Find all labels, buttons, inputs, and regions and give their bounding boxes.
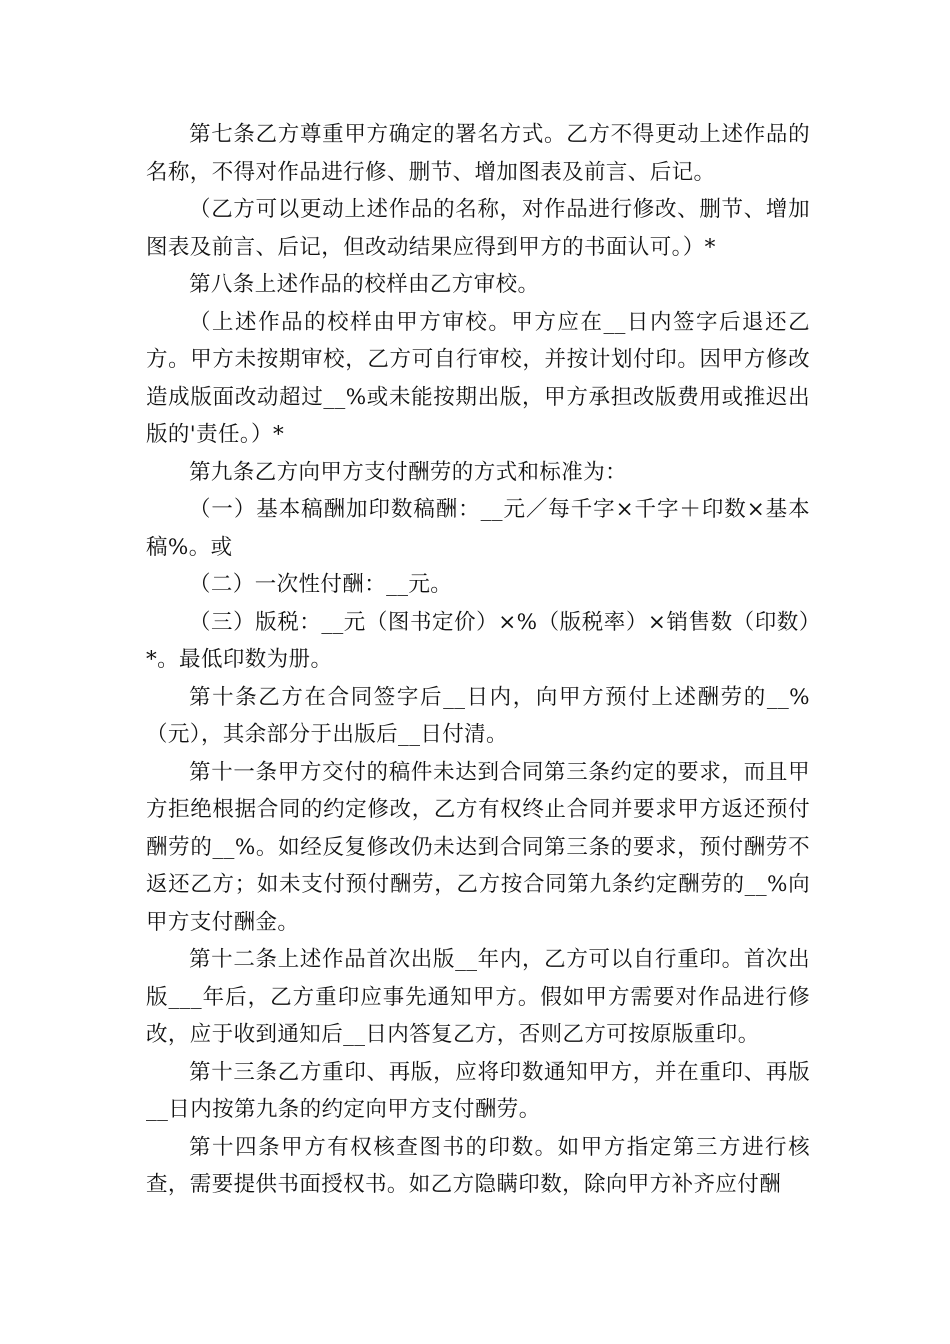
paragraph-article-13: 第十三条乙方重印、再版，应将印数通知甲方，并在重印、再版__日内按第九条的约定向甲方支付酬劳。 bbox=[146, 1059, 810, 1122]
paragraph-article-7: 第七条乙方尊重甲方确定的署名方式。乙方不得更动上述作品的名称，不得对作品进行修、删节、增加图表及前言、后记。 bbox=[146, 122, 810, 185]
paragraph-article-9-option-2: （二）一次性付酬：__元。 bbox=[189, 572, 453, 597]
paragraph-article-7-alt: （乙方可以更动上述作品的名称，对作品进行修改、删节、增加图表及前言、后记，但改动结果应得到甲方的书面认可。）* bbox=[146, 197, 810, 260]
paragraph-article-9-option-3: （三）版税：__元（图书定价）×%（版税率）×销售数（印数）*。最低印数为册。 bbox=[146, 609, 810, 672]
paragraph-article-8-alt: （上述作品的校样由甲方审校。甲方应在__日内签字后退还乙方。甲方未按期审校，乙方可自行审校，并按计划付印。因甲方修改造成版面改动超过__%或未能按期出版，甲方承担改版费用或推迟出版的'责任。）* bbox=[146, 309, 810, 447]
paragraph-article-14: 第十四条甲方有权核查图书的印数。如甲方指定第三方进行核查，需要提供书面授权书。如乙方隐瞒印数，除向甲方补齐应付酬 bbox=[146, 1134, 810, 1197]
paragraph-article-9: 第九条乙方向甲方支付酬劳的方式和标准为： bbox=[189, 459, 628, 485]
paragraph-article-9-option-1: （一）基本稿酬加印数稿酬：__元／每千字×千字＋印数×基本稿%。或 bbox=[146, 497, 810, 560]
paragraph-article-10: 第十条乙方在合同签字后__日内，向甲方预付上述酬劳的__%（元），其余部分于出版后__日付清。 bbox=[146, 684, 810, 747]
paragraph-article-8: 第八条上述作品的校样由乙方审校。 bbox=[189, 272, 540, 297]
paragraph-article-12: 第十二条上述作品首次出版__年内，乙方可以自行重印。首次出版___年后，乙方重印应事先通知甲方。假如甲方需要对作品进行修改，应于收到通知后__日内答复乙方，否则乙方可按原版重印。 bbox=[146, 947, 810, 1047]
paragraph-article-11: 第十一条甲方交付的稿件未达到合同第三条约定的要求，而且甲方拒绝根据合同的约定修改，乙方有权终止合同并要求甲方返还预付酬劳的__%。如经反复修改仍未达到合同第三条的要求，预付酬劳不返还乙方；如未支付预付酬劳，乙方按合同第九条约定酬劳的__%向甲方支付酬金。 bbox=[146, 759, 810, 935]
document-body bbox=[146, 116, 810, 1204]
